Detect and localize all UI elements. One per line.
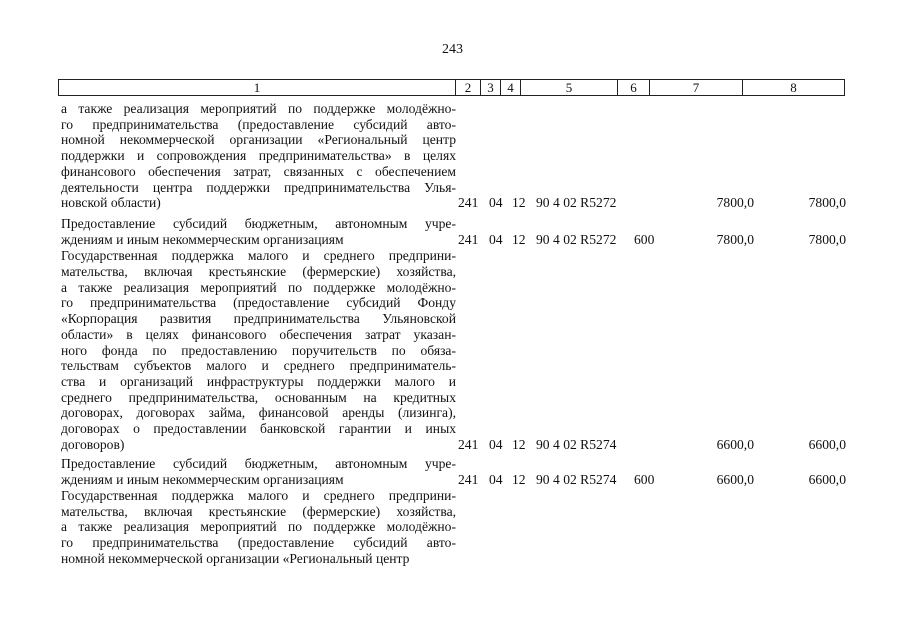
cell-col-4: 12 xyxy=(512,436,526,452)
page-number: 243 xyxy=(442,42,463,57)
description-line: договорах о предоставлении банковской гарантии и иных xyxy=(61,421,456,437)
cell-col-2: 241 xyxy=(458,472,479,488)
description-line: «Корпорация развития предпринимательства Ульяновской xyxy=(61,311,456,327)
column-header-7: 7 xyxy=(650,80,743,96)
description-line: среднего предпринимательства, основанным на кредитных xyxy=(61,389,456,405)
cell-col-2: 241 xyxy=(458,436,479,452)
cell-col-6: 600 xyxy=(634,231,655,247)
description-line: Государственная поддержка малого и среднего предприни- xyxy=(61,248,456,264)
description-line: мательства, включая крестьянские (фермерские) хозяйства, xyxy=(61,503,456,519)
cell-col-4: 12 xyxy=(512,231,526,247)
cell-col-5: 90 4 02 R5272 xyxy=(536,231,617,247)
description-line: Предоставление субсидий бюджетным, автономным учре- xyxy=(61,456,456,472)
cell-col-4: 12 xyxy=(512,472,526,488)
description-line: а также реализация мероприятий по поддержке молодёжно- xyxy=(61,279,456,295)
row-description xyxy=(61,216,456,247)
cell-col-5: 90 4 02 R5272 xyxy=(536,195,617,211)
description-line: номной некоммерческой организации «Региональный центр xyxy=(61,132,456,148)
cell-col-7: 6600,0 xyxy=(716,436,754,452)
column-header-5: 5 xyxy=(521,80,618,96)
description-line: а также реализация мероприятий по поддержке молодёжно- xyxy=(61,519,456,535)
column-header-8: 8 xyxy=(743,80,845,96)
row-description xyxy=(61,488,456,567)
column-header-4: 4 xyxy=(501,80,521,96)
row-description xyxy=(61,456,456,487)
description-line: области» в целях финансового обеспечения затрат указан- xyxy=(61,326,456,342)
cell-col-5: 90 4 02 R5274 xyxy=(536,472,617,488)
description-line: новской области) xyxy=(61,195,161,211)
cell-col-7: 7800,0 xyxy=(716,195,754,211)
description-line: финансового обеспечения затрат, связанных с обеспечением xyxy=(61,163,456,179)
column-header-3: 3 xyxy=(481,80,501,96)
cell-col-7: 7800,0 xyxy=(716,231,754,247)
cell-col-8: 7800,0 xyxy=(808,195,846,211)
column-header-2: 2 xyxy=(456,80,481,96)
cell-col-8: 6600,0 xyxy=(808,472,846,488)
description-line: деятельности центра поддержки предпринимательства Улья- xyxy=(61,179,456,195)
description-line: ного фонда по предоставлению поручительств по обяза- xyxy=(61,342,456,358)
cell-col-3: 04 xyxy=(489,472,503,488)
column-header-1: 1 xyxy=(59,80,456,96)
description-line: го предпринимательства (предоставление субсидий авто- xyxy=(61,116,456,132)
cell-col-2: 241 xyxy=(458,231,479,247)
cell-col-3: 04 xyxy=(489,231,503,247)
description-line: мательства, включая крестьянские (фермерские) хозяйства, xyxy=(61,264,456,279)
description-line: ждениям и иным некоммерческим организациям xyxy=(61,231,344,247)
cell-col-3: 04 xyxy=(489,195,503,211)
row-description xyxy=(61,101,456,211)
description-line: ждениям и иным некоммерческим организациям xyxy=(61,472,344,488)
description-line: Предоставление субсидий бюджетным, автономным учре- xyxy=(61,215,456,231)
cell-col-2: 241 xyxy=(458,195,479,211)
cell-col-8: 6600,0 xyxy=(808,436,846,452)
description-line: тельствам субъектов малого и среднего предприниматель- xyxy=(61,358,456,374)
description-line: го предпринимательства (предоставление субсидий авто- xyxy=(61,534,456,550)
description-line: поддержки и сопровождения предпринимательства» в целях xyxy=(61,148,456,164)
description-line: договоров) xyxy=(61,436,125,452)
cell-col-4: 12 xyxy=(512,195,526,211)
description-line: а также реализация мероприятий по поддержке молодёжно- xyxy=(61,101,456,116)
cell-col-5: 90 4 02 R5274 xyxy=(536,436,617,452)
column-header-6: 6 xyxy=(618,80,650,96)
cell-col-7: 6600,0 xyxy=(716,472,754,488)
description-line: договорах, договорах займа, финансовой аренды (лизинга), xyxy=(61,405,456,421)
cell-col-3: 04 xyxy=(489,436,503,452)
description-line: Государственная поддержка малого и среднего предприни- xyxy=(61,487,456,503)
row-description xyxy=(61,248,456,452)
description-line: го предпринимательства (предоставление субсидий Фонду xyxy=(61,295,456,311)
column-header-table xyxy=(58,79,845,96)
description-line: ства и организаций инфраструктуры поддержки малого и xyxy=(61,373,456,389)
description-line: номной некоммерческой организации «Региональный центр xyxy=(61,550,410,566)
cell-col-8: 7800,0 xyxy=(808,231,846,247)
cell-col-6: 600 xyxy=(634,472,655,488)
